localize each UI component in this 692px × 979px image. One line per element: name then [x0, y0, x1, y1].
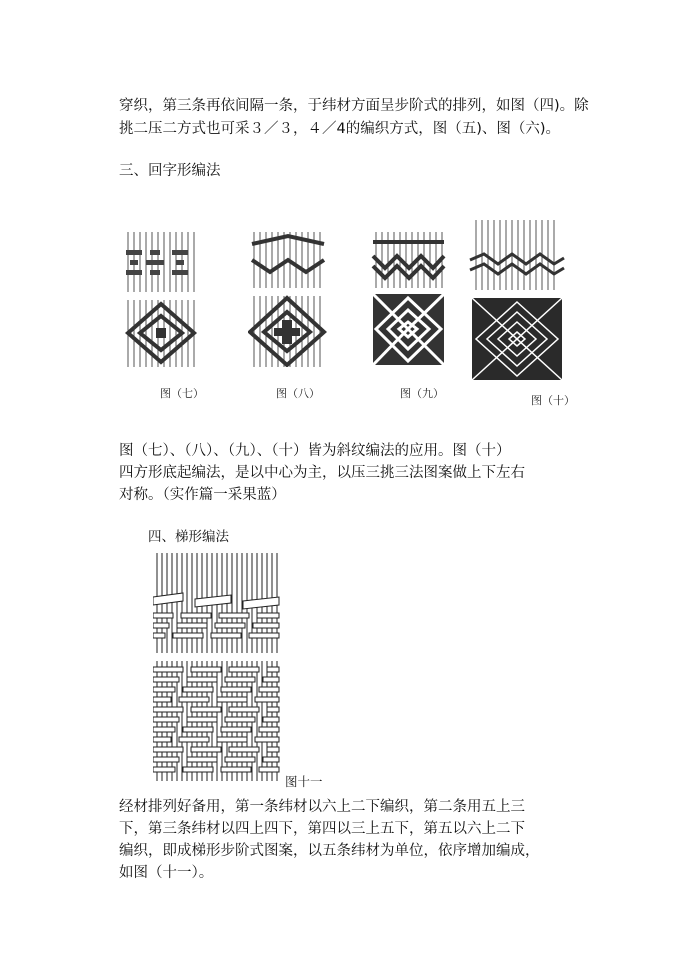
paragraph-2-line-1: 图（七）、（八）、（九）、（十）皆为斜纹编法的应用。图（十） [119, 443, 511, 459]
paragraph-2-line-2: 四方形底起编法，是以中心为主，以压三挑三法图案做上下左右 [119, 465, 525, 481]
paragraph-3-line-3: 编织，即成梯形步阶式图案，以五条纬材为单位，依序增加编成， [119, 843, 540, 859]
section-heading-4: 四、梯形编法 [148, 529, 229, 545]
figure-8-caption: 图（八） [276, 387, 320, 400]
paragraph-1-line-1: 穿织，第三条再依间隔一条，于纬材方面呈步阶式的排列，如图（四)。除 [119, 98, 589, 114]
figure-9-caption: 图（九） [400, 387, 444, 400]
figure-11-trapezoid-weave [153, 553, 283, 783]
paragraph-3-line-2: 下，第三条纬材以四上四下，第四以三上五下，第五以六上二下 [119, 821, 525, 837]
figure-9-weave-pattern [371, 232, 446, 367]
figure-7-weave-pattern [120, 232, 210, 367]
figure-10-weave-pattern [464, 212, 569, 392]
paragraph-1-line-2: 挑二压二方式也可采３／３，４／4的编织方式，图（五)、图（六)。 [119, 121, 561, 137]
figure-8-weave-pattern [248, 232, 328, 367]
figure-11-caption: 图十一 [285, 774, 323, 789]
figure-10-caption: 图（十） [531, 394, 575, 407]
paragraph-3-line-1: 经材排列好备用，第一条纬材以六上二下编织，第二条用五上三 [119, 799, 525, 815]
figure-7-caption: 图（七） [160, 387, 204, 400]
paragraph-3-line-4: 如图（十一）。 [119, 865, 214, 881]
paragraph-2-line-3: 对称。（实作篇一采果蓝） [119, 487, 286, 503]
section-heading-3: 三、回字形编法 [119, 163, 221, 179]
